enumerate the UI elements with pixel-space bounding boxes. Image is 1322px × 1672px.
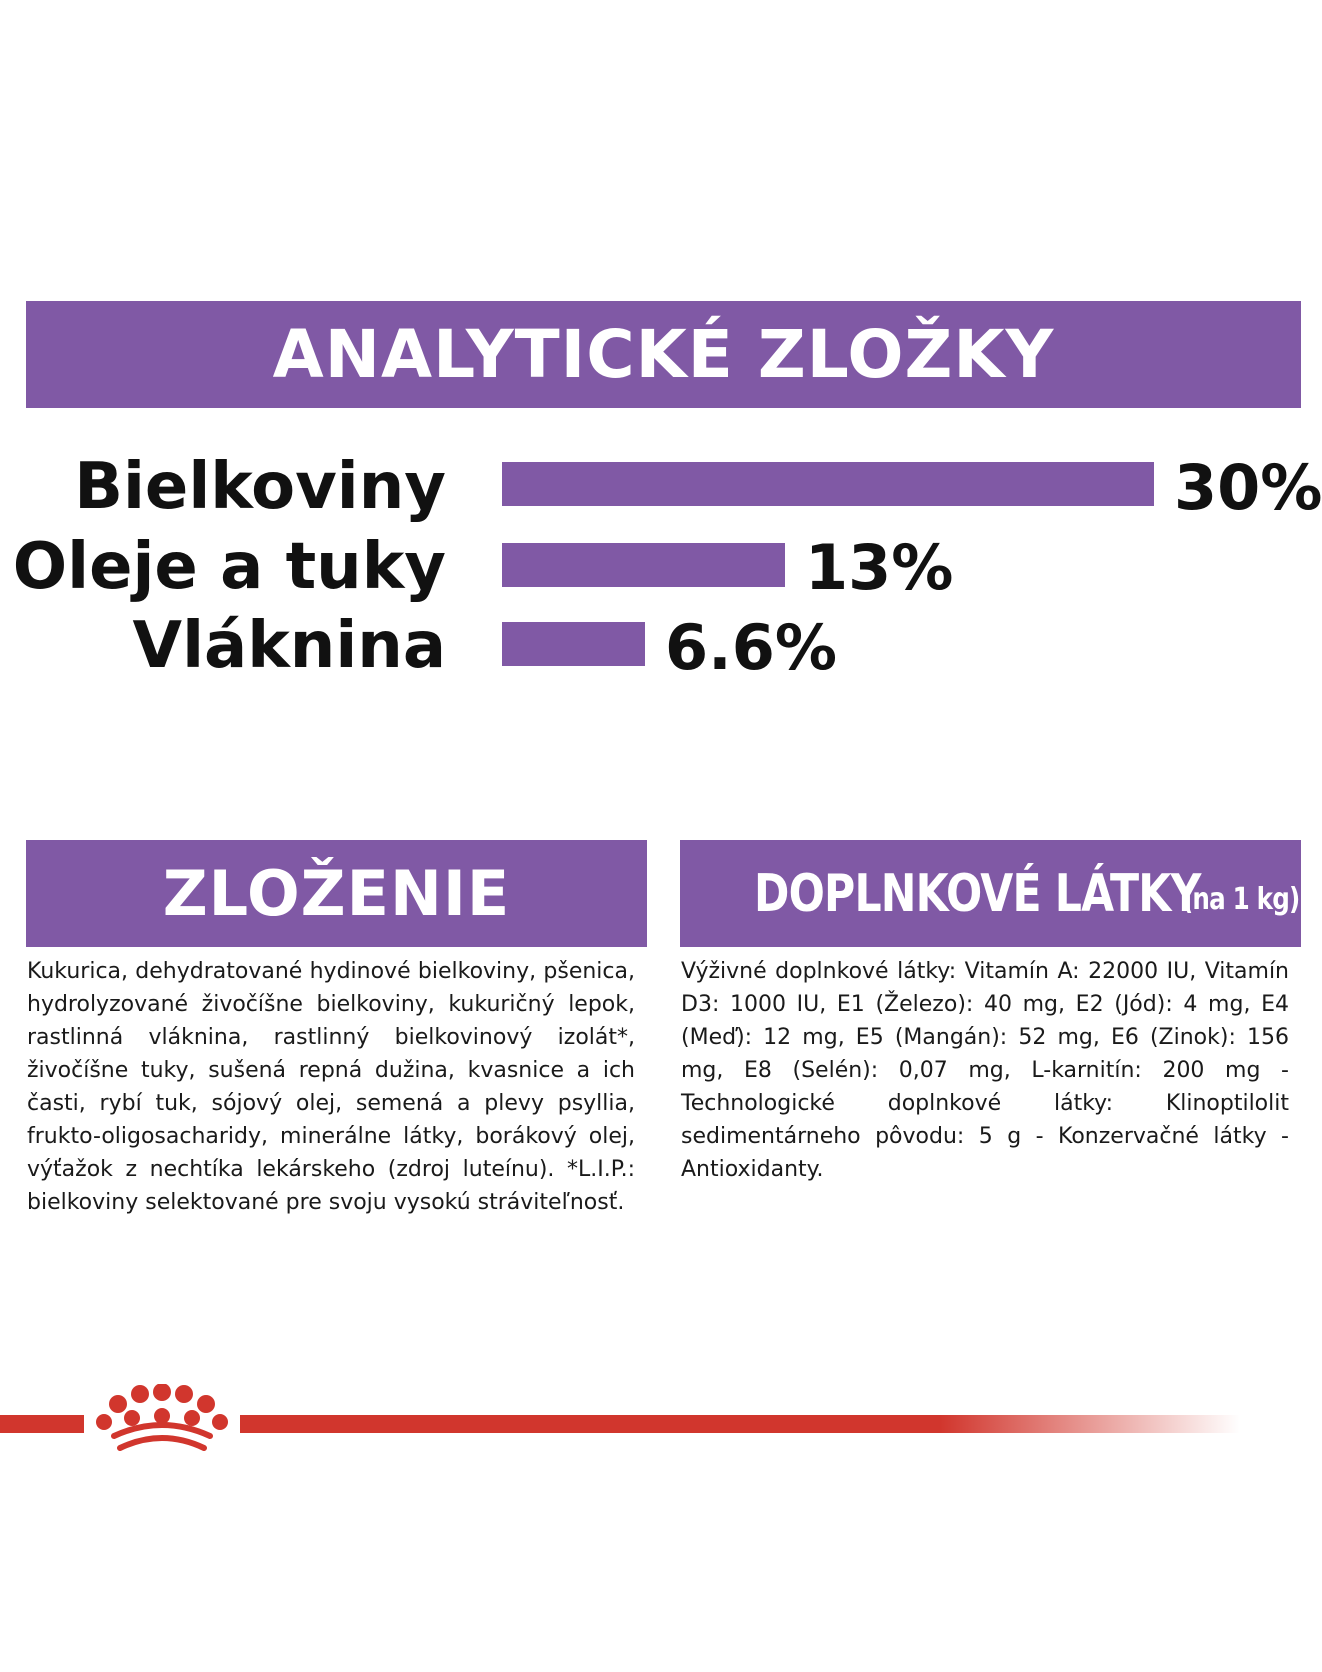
analytic-title: ANALYTICKÉ ZLOŽKY bbox=[272, 316, 1055, 393]
analytic-banner bbox=[26, 301, 1301, 408]
composition-title: ZLOŽENIE bbox=[162, 857, 511, 930]
bar-protein bbox=[502, 462, 1154, 506]
bar-value-fibre: 6.6% bbox=[665, 611, 837, 684]
brand-line-left bbox=[0, 1415, 84, 1433]
bar-label-fat: Oleje a tuky bbox=[12, 530, 446, 604]
royal-canin-crown-icon bbox=[92, 1384, 232, 1464]
bar-fibre bbox=[502, 622, 645, 666]
bar-fat bbox=[502, 543, 785, 587]
bar-value-protein: 30% bbox=[1174, 451, 1322, 524]
brand-line-right bbox=[240, 1415, 1240, 1433]
additives-title: DOPLNKOVÉ LÁTKY bbox=[753, 863, 1201, 924]
composition-text: Kukurica, dehydratované hydinové bielkoviny, pšenica, hydrolyzované živočíšne bielkoviny, kukuričný lepok, rastlinná vláknina, rastlinný bielkovinový izolát*, živočíšne tuky, sušená repná dužina, kvasnice a ich časti, rybí tuk, sójový olej, semená a plevy psyllia, frukto-oligosacharidy, minerálne látky, borákový olej, výťažok z nechtíka lekárskeho (zdroj luteínu). *L.I.P.: bielkoviny selektované pre svoju vysokú stráviteľnosť. bbox=[27, 959, 635, 1215]
additives-banner bbox=[680, 840, 1301, 947]
additives-unit: (na 1 kg) bbox=[1182, 882, 1300, 917]
composition-banner bbox=[26, 840, 647, 947]
additives-text: Výživné doplnkové látky: Vitamín A: 22000 IU, Vitamín D3: 1000 IU, E1 (Železo): 40 mg, E2 (Jód): 4 mg, E4 (Meď): 12 mg, E5 (Mangán): 52 mg, E6 (Zinok): 156 mg, E8 (Selén): 0,07 mg, L-karnitín: 200 mg - Technologické doplnkové látky: Klinoptilolit sedimentárneho pôvodu: 5 g - Konzervačné látky - Antioxidanty. bbox=[681, 959, 1289, 1182]
bar-value-fat: 13% bbox=[805, 531, 954, 604]
bar-label-fibre: Vláknina bbox=[132, 609, 446, 683]
bar-label-protein: Bielkoviny bbox=[74, 450, 446, 524]
